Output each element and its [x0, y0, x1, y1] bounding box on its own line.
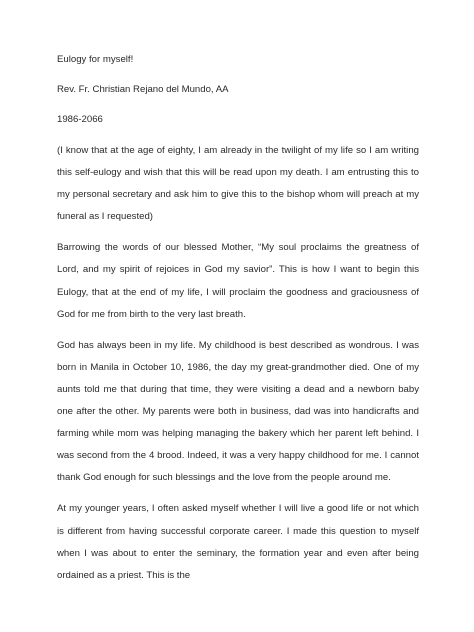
document-body: [57, 53, 419, 596]
paragraph-younger-years: At my younger years, I often asked myself whether I will live a good life or not which is different from having successful corporate career. I made this question to myself when I was about to enter the seminary, the formation year and even after being ordained as a priest. This is the: [57, 503, 419, 581]
paragraph-magnificat: Barrowing the words of our blessed Mother, “My soul proclaims the greatness of Lord, and my spirit of rejoices in God my savior”. This is how I want to begin this Eulogy, that at the end of my life, I will proclaim the goodness and graciousness of God for me from birth to the very last breath.: [57, 242, 419, 320]
document-author: Rev. Fr. Christian Rejano del Mundo, AA: [57, 84, 229, 95]
document-title: Eulogy for myself!: [57, 54, 134, 65]
paragraph-intro-note: (I know that at the age of eighty, I am already in the twilight of my life so I am writing this self-eulogy and wish that this will be read upon my death. I am entrusting this to my personal secretary and ask him to give this to the bishop whom will preach at my funeral as I requested): [57, 145, 419, 223]
paragraph-childhood: God has always been in my life. My childhood is best described as wondrous. I was born in Manila in October 10, 1986, the day my great-grandmother died. One of my aunts told me that during that time, they were visiting a dead and a newborn baby one after the other. My parents were both in business, dad was into handicrafts and farming while mom was helping managing the bakery which her parent left behind. I was second from the 4 brood. Indeed, it was a very happy childhood for me. I cannot thank God enough for such blessings and the love from the people around me.: [57, 339, 419, 484]
document-years: 1986-2066: [57, 114, 103, 125]
